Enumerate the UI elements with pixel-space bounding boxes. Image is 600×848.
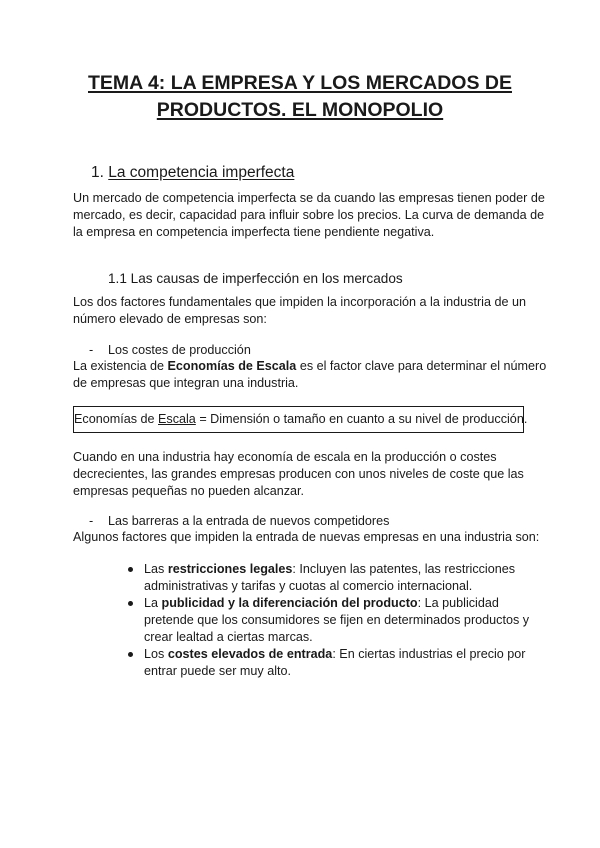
paragraph-line: de empresas que integran una industria. (73, 376, 299, 390)
underlined-term: Escala (158, 412, 196, 426)
costes-paragraph (73, 358, 546, 392)
section-1-1-heading: 1.1 Las causas de imperfección en los mercados (108, 271, 403, 286)
definition-box (73, 406, 528, 433)
bullet-line: entrar puede ser muy alto. (144, 664, 292, 678)
paragraph-line: mercado, es decir, capacidad para influir sobre los precios. La curva de demanda de (73, 208, 545, 222)
bullet-list (128, 561, 529, 680)
text-span: Economías de (74, 412, 159, 426)
economies-paragraph (73, 449, 524, 500)
list-item (128, 595, 529, 646)
bold-term: publicidad y la diferenciación del producto (161, 596, 418, 610)
bullet-line (144, 595, 529, 612)
bold-term: Economías de Escala (167, 359, 297, 373)
text-span: = Dimensión o tamaño en cuanto a su nivel de producción. (195, 412, 528, 426)
bullet-dot-icon (128, 567, 133, 572)
paragraph-line: empresas pequeñas no pueden alcanzar. (73, 484, 305, 498)
section-1-paragraph (73, 190, 545, 241)
text-span: : Incluyen las patentes, las restricciones (292, 562, 516, 576)
bullet-dot-icon (128, 601, 133, 606)
section-1-1-paragraph (73, 294, 526, 328)
text-span: La (144, 596, 162, 610)
section-1-label: La competencia imperfecta (108, 164, 295, 181)
bullet-line: administrativas y tarifas y cuotas al comercio internacional. (144, 579, 473, 593)
barreras-heading (89, 514, 389, 528)
paragraph-line: la empresa en competencia imperfecta tiene pendiente negativa. (73, 225, 435, 239)
bold-term: costes elevados de entrada (167, 647, 333, 661)
barreras-heading-label: Las barreras a la entrada de nuevos competidores (108, 514, 390, 528)
section-1-heading (91, 164, 294, 182)
barreras-intro (73, 529, 539, 546)
costes-heading-label: Los costes de producción (108, 343, 251, 357)
text-span: Los (144, 647, 168, 661)
paragraph-line: Los dos factores fundamentales que impiden la incorporación a la industria de un (73, 295, 526, 309)
title-line-1: TEMA 4: LA EMPRESA Y LOS MERCADOS DE (88, 72, 512, 94)
dash-marker: - (89, 343, 94, 357)
bold-term: restricciones legales (167, 562, 293, 576)
paragraph-line: número elevado de empresas son: (73, 312, 267, 326)
paragraph-line: decrecientes, las grandes empresas producen con unos niveles de coste que las (73, 467, 524, 481)
paragraph-line (73, 358, 546, 375)
paragraph-line: Algunos factores que impiden la entrada de nuevas empresas en una industria son: (73, 530, 540, 544)
bullet-line (144, 646, 529, 663)
text-span: Las (144, 562, 168, 576)
costes-heading (89, 343, 251, 357)
document-title (40, 70, 560, 124)
bullet-line (144, 561, 529, 578)
section-1-number: 1. (91, 164, 104, 181)
paragraph-line: Un mercado de competencia imperfecta se da cuando las empresas tienen poder de (73, 191, 545, 205)
dash-marker: - (89, 514, 94, 528)
list-item (128, 561, 529, 595)
text-span: es el factor clave para determinar el número (296, 359, 547, 373)
text-span: : En ciertas industrias el precio por (332, 647, 526, 661)
text-span: La existencia de (73, 359, 168, 373)
list-item (128, 646, 529, 680)
bullet-line: pretende que los consumidores se fijen en determinados productos y (144, 613, 530, 627)
paragraph-line: Cuando en una industria hay economía de escala en la producción o costes (73, 450, 497, 464)
title-line-2: PRODUCTOS. EL MONOPOLIO (156, 99, 444, 121)
bullet-dot-icon (128, 652, 133, 657)
text-span: : La publicidad (417, 596, 499, 610)
bullet-line: crear lealtad a ciertas marcas. (144, 630, 313, 644)
